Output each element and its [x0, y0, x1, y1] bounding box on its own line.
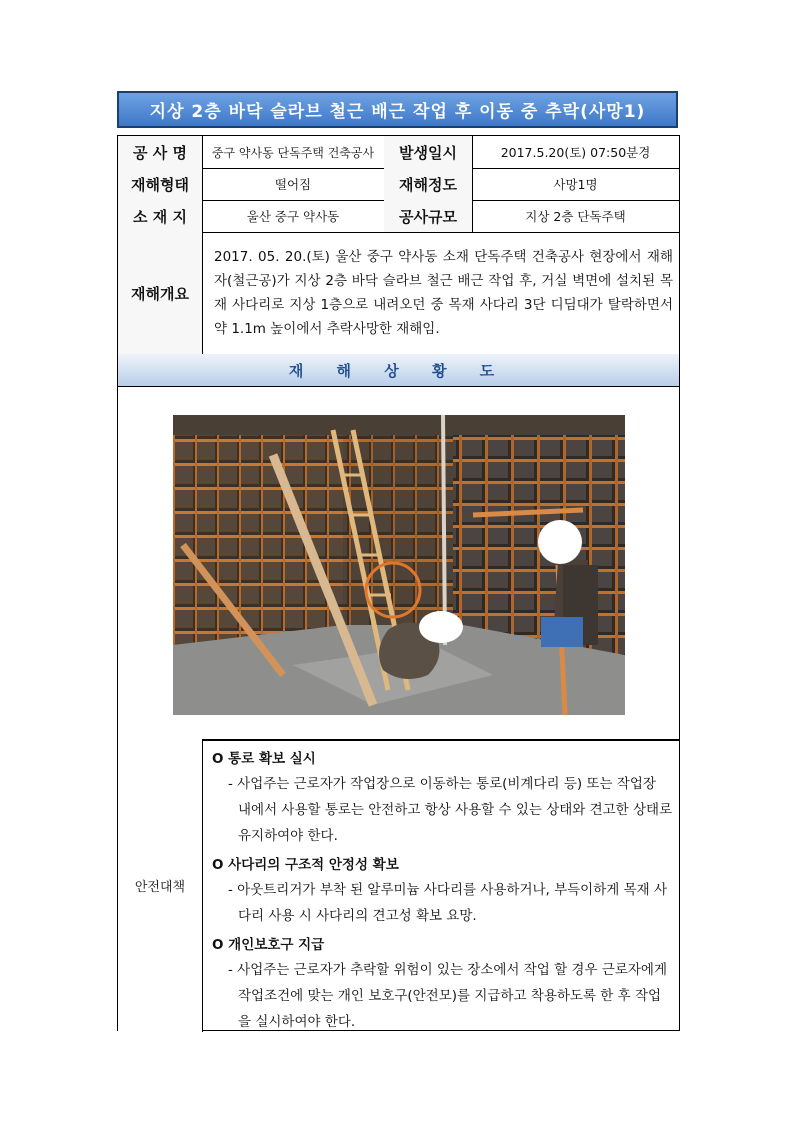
project-name-label: 공 사 명: [118, 136, 202, 168]
accident-scene-photo: [173, 415, 625, 715]
severity-value: 사망1명: [553, 177, 598, 192]
document-title: 지상 2층 바닥 슬라브 철근 배근 작업 후 이동 중 추락(사망1): [117, 91, 678, 128]
measure-heading: O 개인보호구 지급: [212, 937, 325, 953]
measures-label: 안전대책: [118, 739, 202, 1032]
scale-value: 지상 2층 단독주택: [525, 209, 626, 224]
measure-body: - 사업주는 근로자가 작업장으로 이동하는 통로(비계다리 등) 또는 작업장 내에서 사용할 통로는 안전하고 항상 사용할 수 있는 상태와 견고한 상태로 유지하여야 한다.: [228, 776, 673, 844]
project-name-value: 중구 약사동 단독주택 건축공사: [211, 145, 375, 160]
date-label: 발생일시: [384, 136, 472, 168]
measure-heading: O 통로 확보 실시: [212, 751, 316, 767]
severity-label: 재해정도: [384, 168, 472, 200]
location-label: 소 재 지: [118, 200, 202, 232]
measure-body: - 아웃트리거가 부착 된 알루미늄 사다리를 사용하거나, 부득이하게 목재 사다리 사용 시 사다리의 견고성 확보 요망.: [228, 882, 668, 924]
accident-type-label: 재해형태: [118, 168, 202, 200]
scale-label: 공사규모: [384, 200, 472, 232]
measures-content: [202, 739, 679, 1032]
accident-report-table: [117, 135, 680, 1031]
date-value: 2017.5.20(토) 07:50분경: [500, 145, 651, 160]
measure-body: - 사업주는 근로자가 추락할 위험이 있는 장소에서 작업 할 경우 근로자에게 작업조건에 맞는 개인 보호구(안전모)를 지급하고 착용하도록 한 후 작업을 실시하여야 한다.: [228, 962, 668, 1030]
location-value: 울산 중구 약사동: [246, 209, 340, 224]
situation-header: 재 해 상 황 도: [118, 354, 679, 386]
summary-text: 2017. 05. 20.(토) 울산 중구 약사동 소재 단독주택 건축공사 현장에서 재해자(철근공)가 지상 2층 바닥 슬라브 철근 배근 작업 후, 거실 벽면에 설치된 목재 사다리로 지상 1층으로 내려오던 중 목재 사다리 3단 디딤대가 탈락하면서 약 1.1m 높이에서 추락사망한 재해임.: [214, 249, 673, 337]
measure-heading: O 사다리의 구조적 안정성 확보: [212, 857, 399, 873]
accident-type-value: 떨어짐: [274, 177, 312, 192]
summary-label: 재해개요: [118, 232, 202, 354]
